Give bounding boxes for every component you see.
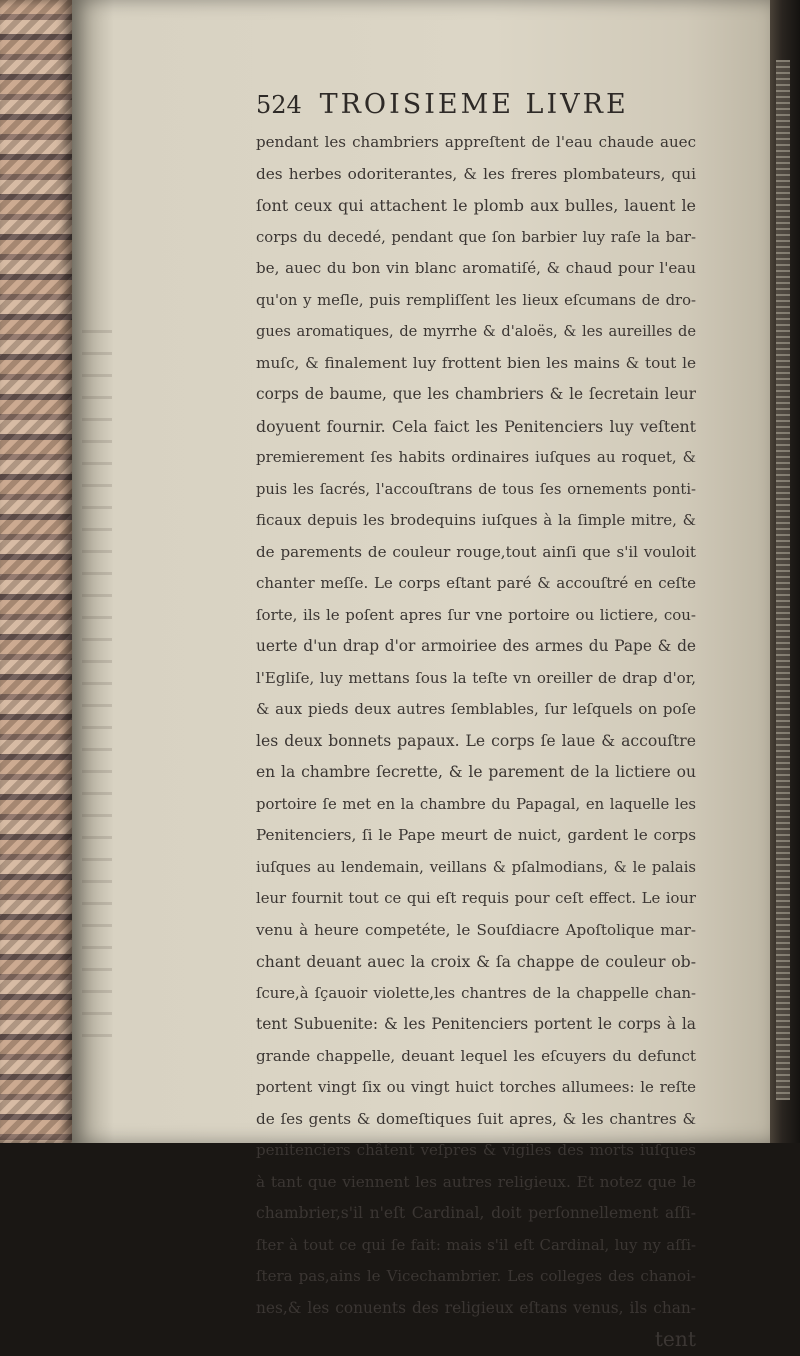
- text-line: premierement ſes habits ordinaires iuſques au roquet, &: [256, 448, 696, 466]
- text-line: ſcure,à ſçauoir violette,les chantres de la chappelle chan-: [256, 984, 696, 1002]
- text-line: de ſes gents & domeſtiques ſuit apres, & les chantres &: [256, 1109, 696, 1128]
- text-line: ſter à tout ce qui ſe fait: mais s'il eſt Cardinal, luy ny aſſi-: [256, 1235, 696, 1254]
- text-line: les deux bonnets papaux. Le corps ſe laue & accouſtre: [256, 731, 696, 750]
- text-line: des herbes odoriterantes, & les freres plombateurs, qui: [256, 164, 696, 183]
- text-line: ſtera pas,ains le Vicechambrier. Les colleges des chanoi-: [256, 1267, 696, 1285]
- running-header: [256, 80, 686, 130]
- text-line: venu à heure competéte, le Souſdiacre Apoſtolique mar-: [256, 920, 696, 939]
- text-line: pendant les chambriers appreſtent de l'eau chaude auec: [256, 133, 696, 151]
- text-line: qu'on y meſle, puis rempliſſent les lieux eſcumans de dro-: [256, 291, 696, 309]
- page-stack-edge: [770, 0, 800, 1143]
- catchword: tent: [654, 1327, 696, 1351]
- text-line: gues aromatiques, de myrrhe & d'aloës, & les aureilles de: [256, 323, 696, 340]
- text-line: grande chappelle, deuant lequel les eſcuyers du defunct: [256, 1046, 696, 1065]
- text-line: tent Subuenite: & les Penitenciers portent le corps à la: [256, 1015, 696, 1033]
- text-line: penitenciers châtent veſpres & vigiles des morts iuſques: [256, 1141, 696, 1159]
- text-line: puis les ſacrés, l'accouſtrans de tous ſes ornements ponti-: [256, 480, 696, 498]
- page-number: 524: [256, 91, 302, 119]
- text-line: doyuent fournir. Cela faict les Penitenciers luy veſtent: [256, 416, 696, 436]
- body-text: [256, 127, 696, 1356]
- text-line: corps du decedé, pendant que ſon barbier luy raſe la bar-: [256, 228, 696, 246]
- text-line: ſorte, ils le poſent apres ſur vne portoire ou lictiere, cou-: [256, 605, 696, 624]
- text-line: chambrier,s'il n'eſt Cardinal, doit perſonnellement aſſi-: [256, 1204, 696, 1222]
- text-line: portoire ſe met en la chambre du Papagal, en laquelle les: [256, 795, 696, 813]
- text-line: portent vingt ſix ou vingt huict torches allumees: le reſte: [256, 1078, 696, 1096]
- text-line: chanter meſſe. Le corps eſtant paré & accouſtré en ceſte: [256, 574, 696, 592]
- text-line: ficaux depuis les brodequins iuſques à la ſimple mitre, &: [256, 511, 696, 529]
- text-line: chant deuant auec la croix & ſa chappe de couleur ob-: [256, 952, 696, 971]
- decorative-book-edge: [0, 0, 72, 1143]
- running-title: TROISIEME LIVRE: [319, 89, 629, 120]
- text-line: l'Egliſe, luy mettans ſous la teſte vn oreiller de drap d'or,: [256, 668, 696, 687]
- text-line: iuſques au lendemain, veillans & pſalmodians, & le palais: [256, 858, 696, 876]
- text-line: de parements de couleur rouge,tout ainſi que s'il vouloit: [256, 542, 696, 561]
- facing-page-bleed-through: [82, 330, 112, 1050]
- text-line: be, auec du bon vin blanc aromatiſé, & chaud pour l'eau: [256, 259, 696, 277]
- text-line: leur fournit tout ce qui eſt requis pour ceſt effect. Le iour: [256, 890, 696, 907]
- text-line: ſont ceux qui attachent le plomb aux bulles, lauent le: [256, 196, 696, 215]
- text-line: en la chambre ſecrette, & le parement de la lictiere ou: [256, 763, 696, 781]
- text-line: corps de baume, que les chambriers & le ſecretain leur: [256, 385, 696, 403]
- text-line: muſc, & finalement luy frottent bien les mains & tout le: [256, 353, 696, 372]
- text-line: nes,& les conuents des religieux eſtans venus, ils chan-: [256, 1298, 696, 1317]
- text-line: & aux pieds deux autres ſemblables, ſur leſquels on poſe: [256, 700, 696, 718]
- text-line: Penitenciers, ſi le Pape meurt de nuict, gardent le corps: [256, 826, 696, 844]
- text-line: à tant que viennent les autres religieux. Et notez que le: [256, 1172, 696, 1191]
- text-line: uerte d'un drap d'or armoiriee des armes du Pape & de: [256, 637, 696, 655]
